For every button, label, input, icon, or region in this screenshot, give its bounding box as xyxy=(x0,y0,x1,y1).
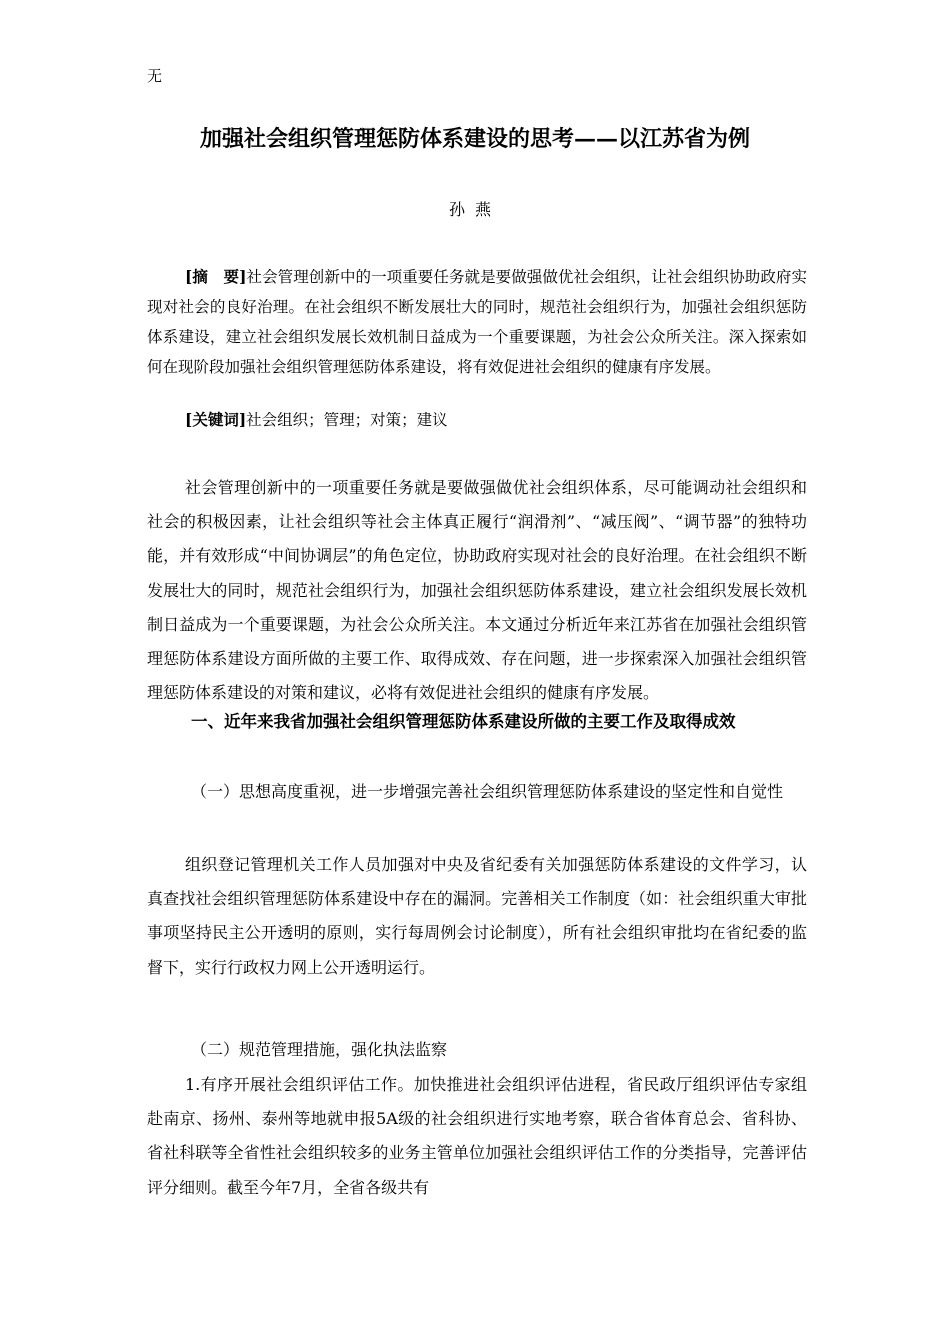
subsection-1-paragraph: 组织登记管理机关工作人员加强对中央及省纪委有关加强惩防体系建设的文件学习，认真查找社会组织管理惩防体系建设中存在的漏洞。完善相关工作制度（如：社会组织重大审批事项坚持民主公开透明的原则，实行每周例会讨论制度），所有社会组织审批均在省纪委的监督下，实行行政权力网上公开透明运行。 xyxy=(147,855,807,977)
abstract-text: 社会管理创新中的一项重要任务就是要做强做优社会组织，让社会组织协助政府实现对社会的良好治理。在社会组织不断发展壮大的同时，规范社会组织行为，加强社会组织惩防体系建设，建立社会组织发展长效机制日益成为一个重要课题，为社会公众所关注。深入探索如何在现阶段加强社会组织管理惩防体系建设，将有效促进社会组织的健康有序发展。 xyxy=(147,268,807,376)
document-title: 加强社会组织管理惩防体系建设的思考——以江苏省为例 xyxy=(199,126,750,152)
abstract-label: [摘 要] xyxy=(185,267,247,286)
subsection-2-item-1: 1.有序开展社会组织评估工作。加快推进社会组织评估进程，省民政厅组织评估专家组赴南京、扬州、泰州等地就申报5A级的社会组织进行实地考察，联合省体育总会、省科协、省社科联等全省性社会组织较多的业务主管单位加强社会组织评估工作的分类指导，完善评估评分细则。截至今年7月，全省各级共有 xyxy=(147,1075,807,1197)
keywords-label: [关键词] xyxy=(185,410,247,429)
page-header: 无 xyxy=(147,67,163,85)
subsection-heading-1: （一）思想高度重视，进一步增强完善社会组织管理惩防体系建设的坚定性和自觉性 xyxy=(191,782,784,801)
keywords-paragraph xyxy=(147,405,807,435)
author-name: 孙燕 xyxy=(448,200,501,219)
abstract-paragraph xyxy=(147,262,807,382)
keywords-text: 社会组织；管理；对策；建议 xyxy=(246,411,448,429)
section-heading-1: 一、近年来我省加强社会组织管理惩防体系建设所做的主要工作及取得成效 xyxy=(191,712,736,731)
subsection-heading-2: （二）规范管理措施，强化执法监察 xyxy=(191,1040,448,1059)
intro-paragraph: 社会管理创新中的一项重要任务就是要做强做优社会组织体系，尽可能调动社会组织和社会的积极因素，让社会组织等社会主体真正履行“润滑剂”、“减压阀”、“调节器”的独特功能，并有效形成“中间协调层”的角色定位，协助政府实现对社会的良好治理。在社会组织不断发展壮大的同时，规范社会组织行为，加强社会组织惩防体系建设，建立社会组织发展长效机制日益成为一个重要课题，为社会公众所关注。本文通过分析近年来江苏省在加强社会组织管理惩防体系建设方面所做的主要工作、取得成效、存在问题，进一步探索深入加强社会组织管理惩防体系建设的对策和建议，必将有效促进社会组织的健康有序发展。 xyxy=(147,478,807,703)
